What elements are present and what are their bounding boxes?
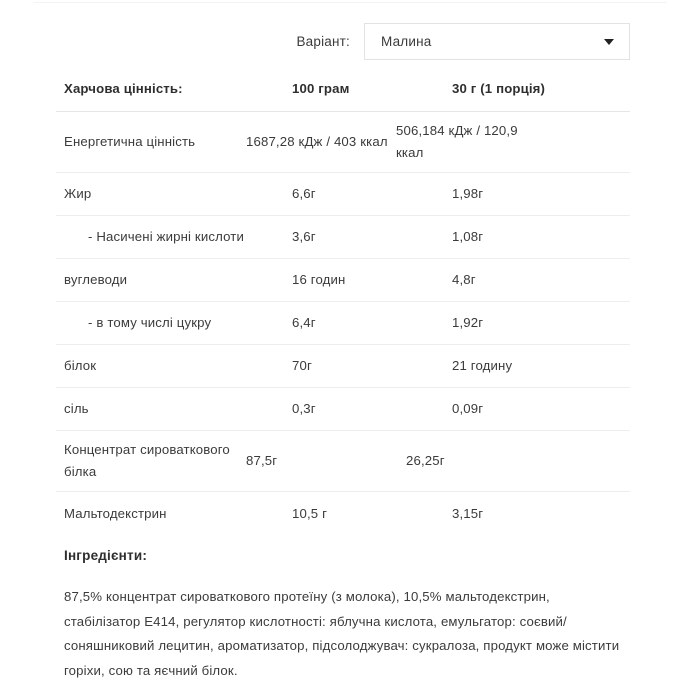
table-row (56, 216, 630, 259)
row-value-per-serving: 3,15г (452, 505, 484, 521)
table-row (56, 112, 630, 173)
column-header-per-100g: 100 грам (292, 81, 350, 96)
row-value-per-100g: 6,6г (292, 186, 316, 201)
row-value-per-serving: 1,92г (452, 315, 484, 330)
row-value-per-100g: 0,3г (292, 401, 316, 416)
row-label: вуглеводи (64, 272, 128, 287)
ingredients-title: Інгредієнти: (64, 548, 148, 563)
table-row (56, 492, 630, 535)
nutrition-table (56, 76, 630, 535)
row-value-per-serving: 4,8г (452, 272, 476, 287)
variant-label: Варіант: (296, 34, 350, 49)
row-label: Жир (64, 186, 92, 201)
row-label: Мальтодекстрин (64, 505, 167, 521)
row-label: сіль (64, 401, 89, 416)
row-value-per-serving: 0,09г (452, 401, 484, 416)
top-divider (33, 2, 667, 3)
row-value-per-serving: 21 годину (452, 358, 513, 373)
table-row (56, 259, 630, 302)
row-value-per-serving: 26,25г (406, 453, 445, 468)
row-label: Концентрат сироваткового білка (64, 442, 230, 479)
row-label: білок (64, 358, 97, 373)
row-value-per-100g: 87,5г (246, 453, 278, 468)
row-value-per-100g: 1687,28 кДж / 403 ккал (246, 134, 388, 149)
table-row (56, 345, 630, 388)
table-row (56, 173, 630, 216)
row-value-per-serving: 1,98г (452, 186, 484, 201)
table-header-row (56, 76, 630, 112)
row-value-per-serving: 506,184 кДж / 120,9 ккал (396, 123, 518, 160)
row-value-per-100g: 6,4г (292, 315, 316, 330)
chevron-down-icon (604, 39, 614, 45)
row-label: Енергетична цінність (64, 134, 196, 149)
variant-selector-row (0, 23, 700, 60)
row-value-per-serving: 1,08г (452, 229, 484, 244)
table-row (56, 431, 630, 492)
column-header-nutrient: Харчова цінність: (64, 81, 183, 96)
row-label: - Насичені жирні кислоти (88, 229, 244, 244)
ingredients-text: 87,5% концентрат сироваткового протеїну (з молока), 10,5% мальтодекстрин, стабілізатор Е414, регулятор кислотності: яблучна кислота, емульгатор: соєвий/соняшниковий лецитин, ароматизатор, підсолоджувач: сукралоза, продукт може містити горіхи, сою та яєчний білок. (64, 589, 620, 678)
column-header-per-serving: 30 г (1 порція) (452, 81, 546, 96)
ingredients-section (64, 548, 634, 683)
variant-selected-value: Малина (381, 34, 432, 49)
table-row (56, 302, 630, 345)
row-label: - в тому числі цукру (88, 315, 212, 330)
variant-select[interactable] (364, 23, 630, 60)
row-value-per-100g: 10,5 г (292, 505, 328, 521)
row-value-per-100g: 16 годин (292, 272, 346, 287)
row-value-per-100g: 3,6г (292, 229, 316, 244)
table-row (56, 388, 630, 431)
row-value-per-100g: 70г (292, 358, 312, 373)
